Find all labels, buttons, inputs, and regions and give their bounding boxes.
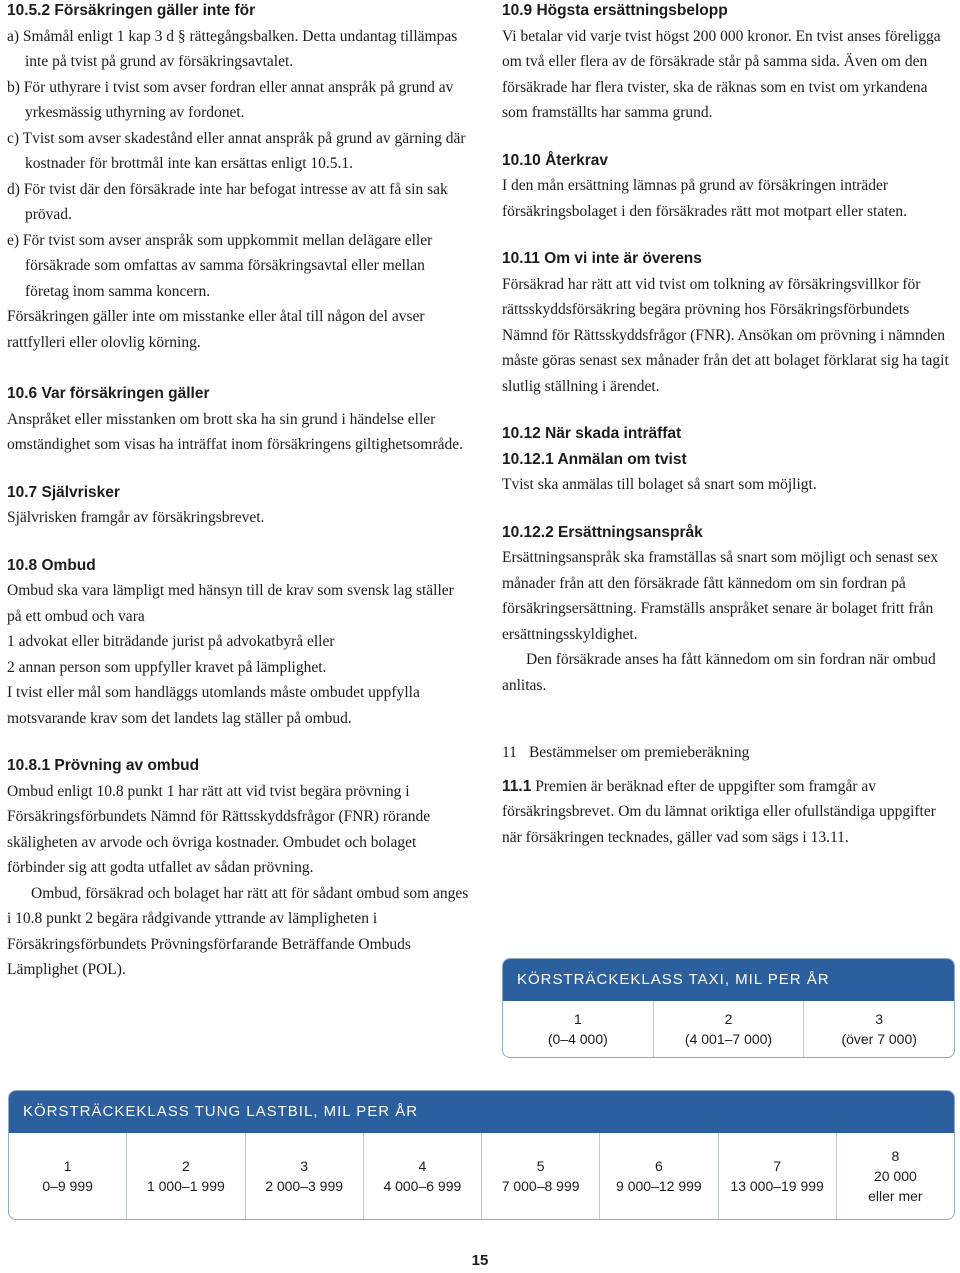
truck-class-cell [9, 1133, 126, 1219]
truck-box-title: KÖRSTRÄCKEKLASS TUNG LASTBIL, MIL PER ÅR [9, 1091, 954, 1133]
truck-class-cell [481, 1133, 599, 1219]
class-number: 7 [773, 1158, 782, 1174]
page-number: 15 [471, 1252, 489, 1269]
class-number: 1 [573, 1011, 582, 1027]
section-10-7-heading [7, 480, 469, 506]
section-title: Bestämmelser om premieberäkning [528, 744, 750, 761]
taxi-box-title: KÖRSTRÄCKEKLASS TAXI, MIL PER ÅR [503, 959, 954, 1001]
section-10-10-body: I den mån ersättning lämnas på grund av försäkringen inträder försäkringsbolaget i den försäkrades rätt mot motpart eller staten. [502, 177, 908, 220]
taxi-class-row [503, 1001, 954, 1057]
section-title: Om vi inte är överens [544, 250, 702, 267]
right-column [502, 0, 954, 850]
section-11-1-body [502, 774, 954, 851]
section-10-12-2-p1: Ersättningsanspråk ska framställas så snart som möjligt och senast sex månader från att den försäkrade fått kännedom om sin fordran på försäkringsersättning. Framställs anspråket senare är bolaget fritt från ersättningsskyldighet. [502, 549, 939, 643]
section-number: 10.7 [7, 483, 38, 501]
exclusion-item-d: d) För tvist där den försäkrade inte har befogat intresse av att få sin sak prövad. [7, 180, 448, 223]
section-10-11-heading [502, 246, 954, 272]
section-title: När skada inträffat [545, 425, 682, 442]
section-body-text: Premien är beräknad efter de uppgifter som framgår av försäkringsbrevet. Om du lämnat oriktiga eller ofullständiga uppgifter när försäkringen tecknades, gäller vad som sägs i 13.11. [502, 777, 936, 846]
section-title: Var försäkringen gäller [41, 385, 210, 402]
section-10-8-1-heading [7, 753, 469, 779]
class-number: 8 [891, 1148, 900, 1164]
class-range: 0–9 999 [42, 1178, 93, 1194]
section-10-8-1-p2: Ombud, försäkrad och bolaget har rätt att för sådant ombud som anges i 10.8 punkt 2 begära rådgivande yttrande av lämpligheten i Försäkringsförbundets Prövningsförfarande Beträffande Ombuds Lämplighet (POL). [7, 884, 469, 978]
class-range: (över 7 000) [841, 1031, 917, 1047]
class-range: (4 001–7 000) [684, 1031, 773, 1047]
section-number: 11 [502, 744, 517, 761]
class-range: 1 000–1 999 [146, 1178, 225, 1194]
left-column [7, 0, 469, 983]
exclusion-item-c: c) Tvist som avser skadestånd eller annat anspråk på grund av gärning där kostnader för brottmål inte kan ersättas enligt 10.5.1. [7, 129, 466, 172]
section-10-5-2-heading [7, 0, 469, 24]
section-11-heading [502, 740, 954, 766]
section-10-12-2-p2: Den försäkrade anses ha fått kännedom om sin fordran när ombud anlitas. [502, 651, 936, 694]
section-number: 10.12 [502, 425, 541, 442]
exclusion-item-a: a) Småmål enligt 1 kap 3 d § rättegångsbalken. Detta undantag tillämpas inte på tvist på grund av försäkringsavtalet. [7, 27, 458, 70]
class-range: 7 000–8 999 [501, 1178, 580, 1194]
class-range: 2 000–3 999 [265, 1178, 344, 1194]
section-10-12-heading [502, 421, 954, 447]
class-number: 2 [181, 1158, 190, 1174]
class-number: 3 [875, 1011, 884, 1027]
section-10-9-body: Vi betalar vid varje tvist högst 200 000 kronor. En tvist anses föreligga om två eller flera av de försäkrade står på samma sida. Även om den försäkrade har flera tvister, ska de räknas som en tvist om yrkandena som framställts har samma grund. [502, 27, 941, 121]
section-number: 10.6 [7, 385, 38, 402]
truck-class-cell [245, 1133, 363, 1219]
class-range: 9 000–12 999 [616, 1178, 702, 1194]
exclusion-item-b: b) För uthyrare i tvist som avser fordran eller annat anspråk på grund av yrkesmässig uthyrning av fordonet. [7, 78, 454, 121]
section-10-6-body: Anspråket eller misstanken om brott ska ha sin grund i händelse eller omständighet som visas ha inträffat inom försäkringens giltighetsområde. [7, 410, 464, 453]
class-range-suffix: eller mer [868, 1188, 923, 1204]
section-number: 10.8.1 [7, 757, 51, 774]
section-title: Ombud [41, 556, 96, 574]
section-10-11-body: Försäkrad har rätt att vid tvist om tolkning av försäkringsvillkor för rättsskyddsförsäkring begära prövning hos Försäkringsförbundets Nämnd för Rättsskyddsfrågor (FNR). Ansökan om prövning i nämnden måste göras senast sex månader från det att bolaget förklarat sig ha tagit slutlig ställning i ärendet. [502, 275, 949, 395]
section-10-12-1-body: Tvist ska anmälas till bolaget så snart som möjligt. [502, 476, 817, 493]
class-number: 2 [724, 1011, 733, 1027]
section-10-10-heading [502, 148, 954, 174]
class-number: 5 [536, 1158, 545, 1174]
section-10-6-heading [7, 381, 469, 407]
section-10-8-intro: Ombud ska vara lämpligt med hänsyn till de krav som svensk lag ställer på ett ombud och vara [7, 582, 454, 625]
class-number: 1 [63, 1158, 72, 1174]
section-10-8-heading [7, 553, 469, 579]
class-range: 4 000–6 999 [383, 1178, 462, 1194]
taxi-distance-class-box [502, 958, 955, 1058]
section-10-8-1-p1: Ombud enligt 10.8 punkt 1 har rätt att vid tvist begära prövning i Försäkringsförbundets Nämnd för Rättsskyddsfrågor (FNR) rörande skäligheten av arvode och övriga kostnader. Ombudet och bolaget förbinder sig att godta utfallet av sådan prövning. [7, 782, 431, 876]
ombud-list-item-2: 2 annan person som uppfyller kravet på lämplighet. [7, 658, 327, 676]
section-10-7-body: Självrisken framgår av försäkringsbrevet. [7, 509, 265, 526]
taxi-class-cell [653, 1001, 804, 1057]
section-10-12-2-heading [502, 520, 954, 546]
class-number: 6 [654, 1158, 663, 1174]
section-number: 10.11 [502, 250, 540, 267]
truck-class-row [9, 1133, 954, 1219]
ombud-list-item-1: 1 advokat eller biträdande jurist på advokatbyrå eller [7, 633, 335, 650]
class-range: 20 000 [873, 1168, 917, 1184]
truck-class-cell [599, 1133, 717, 1219]
section-title: Anmälan om tvist [557, 450, 687, 468]
section-title: Prövning av ombud [54, 757, 200, 774]
section-10-8-after: I tvist eller mål som handläggs utomlands måste ombudet uppfylla motsvarande krav som det landets lag ställer på ombud. [7, 684, 420, 727]
section-number: 10.5.2 [7, 2, 51, 19]
truck-class-cell [363, 1133, 481, 1219]
section-title: Högsta ersättningsbelopp [536, 2, 728, 19]
section-number: 10.8 [7, 556, 38, 574]
class-number: 4 [418, 1158, 427, 1174]
section-title: Ersättningsanspråk [558, 523, 703, 541]
truck-distance-class-box [8, 1090, 955, 1220]
section-10-12-1-heading [502, 447, 954, 473]
taxi-class-cell [503, 1001, 653, 1057]
section-number: 10.9 [502, 2, 533, 19]
section-title: Återkrav [545, 151, 609, 169]
section-10-9-heading [502, 0, 954, 24]
taxi-class-cell [803, 1001, 954, 1057]
truck-class-cell [836, 1133, 954, 1219]
class-range: 13 000–19 999 [730, 1178, 824, 1194]
section-number: 10.12.1 [502, 450, 554, 468]
section-number: 10.10 [502, 151, 541, 169]
class-range: (0–4 000) [547, 1031, 608, 1047]
truck-class-cell [718, 1133, 836, 1219]
section-number: 10.12.2 [502, 523, 554, 541]
section-number: 11.1 [502, 777, 532, 795]
section-title: Försäkringen gäller inte för [54, 2, 256, 19]
truck-class-cell [126, 1133, 244, 1219]
class-number: 3 [300, 1158, 309, 1174]
section-title: Självrisker [41, 483, 120, 501]
exclusion-item-e: e) För tvist som avser anspråk som uppkommit mellan delägare eller försäkrade som omfattas av samma försäkringsavtal eller mellan företag inom samma koncern. [7, 231, 433, 300]
exclusion-tail: Försäkringen gäller inte om misstanke eller åtal till någon del avser rattfylleri eller olovlig körning. [7, 308, 425, 351]
